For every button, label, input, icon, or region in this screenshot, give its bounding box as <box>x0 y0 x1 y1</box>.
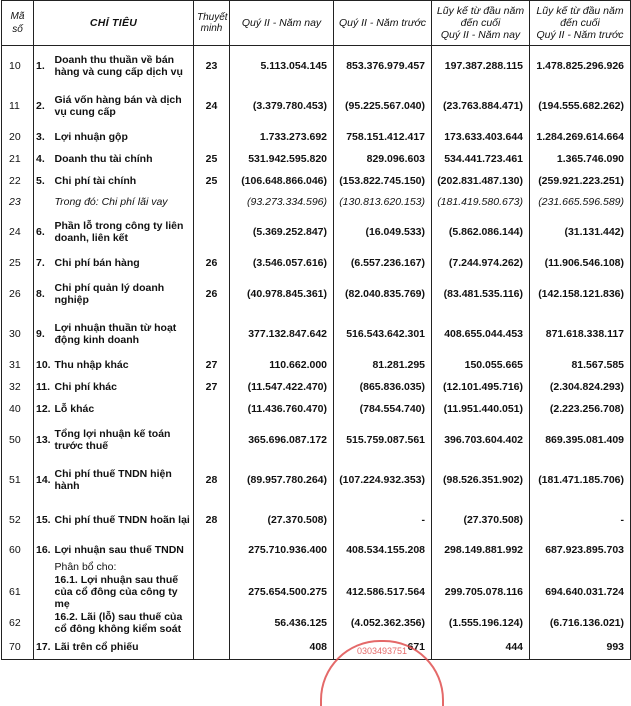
row-number: 2. <box>34 86 52 126</box>
row-label: Doanh thu tài chính <box>52 148 194 170</box>
row-note: 24 <box>194 86 230 126</box>
row-q2-last-year: 412.586.517.564 <box>334 574 432 610</box>
row-ytd-last-year <box>530 560 631 574</box>
row-label: Lỗ khác <box>52 398 194 420</box>
row-ytd-this-year: (83.481.535.116) <box>432 274 530 314</box>
row-label: Chi phí thuế TNDN hoãn lại <box>52 500 194 540</box>
table-row <box>2 126 631 148</box>
row-number: 1. <box>34 46 52 86</box>
row-ytd-this-year: 396.703.604.402 <box>432 420 530 460</box>
row-ytd-this-year: 299.705.078.116 <box>432 574 530 610</box>
row-q2-last-year: (82.040.835.769) <box>334 274 432 314</box>
row-q2-this-year: 110.662.000 <box>230 354 334 376</box>
row-label: Phần lỗ trong công ty liên doanh, liên kết <box>52 212 194 252</box>
row-note <box>194 126 230 148</box>
row-q2-this-year: 1.733.273.692 <box>230 126 334 148</box>
row-number: 3. <box>34 126 52 148</box>
row-q2-this-year: 56.436.125 <box>230 610 334 636</box>
row-q2-this-year: (27.370.508) <box>230 500 334 540</box>
row-ytd-this-year: (11.951.440.051) <box>432 398 530 420</box>
header-ma-so: Mã số <box>2 1 34 46</box>
row-code: 11 <box>2 86 34 126</box>
row-number: 5. <box>34 170 52 192</box>
row-ytd-this-year: 534.441.723.461 <box>432 148 530 170</box>
row-number <box>34 610 52 636</box>
row-ytd-this-year: (5.862.086.144) <box>432 212 530 252</box>
row-label: Chi phí bán hàng <box>52 252 194 274</box>
table-row <box>2 460 631 500</box>
row-code: 20 <box>2 126 34 148</box>
row-note: 27 <box>194 354 230 376</box>
row-note <box>194 636 230 660</box>
table-row <box>2 398 631 420</box>
header-lk-truoc-line3: Quý II - Năm trước <box>536 29 624 41</box>
row-label: Chi phí tài chính <box>52 170 194 192</box>
row-ytd-last-year: (6.716.136.021) <box>530 610 631 636</box>
row-q2-last-year: 758.151.412.417 <box>334 126 432 148</box>
row-number: 12. <box>34 398 52 420</box>
table-row <box>2 540 631 560</box>
table-row <box>2 500 631 540</box>
row-q2-this-year: (93.273.334.596) <box>230 192 334 212</box>
row-ytd-this-year: (181.419.580.673) <box>432 192 530 212</box>
row-q2-this-year: 531.942.595.820 <box>230 148 334 170</box>
row-code: 62 <box>2 610 34 636</box>
row-note: 26 <box>194 274 230 314</box>
table-row <box>2 610 631 636</box>
row-q2-this-year: 275.654.500.275 <box>230 574 334 610</box>
row-number: 7. <box>34 252 52 274</box>
row-label: Lợi nhuận sau thuế TNDN <box>52 540 194 560</box>
row-note: 28 <box>194 500 230 540</box>
row-q2-last-year: (16.049.533) <box>334 212 432 252</box>
header-lk-truoc-line1: Lũy kế từ đầu năm <box>536 5 624 17</box>
row-number <box>34 192 52 212</box>
row-ytd-this-year: 444 <box>432 636 530 660</box>
row-q2-last-year: (784.554.740) <box>334 398 432 420</box>
row-code: 21 <box>2 148 34 170</box>
row-note: 25 <box>194 170 230 192</box>
table-row <box>2 274 631 314</box>
row-note: 28 <box>194 460 230 500</box>
row-number: 10. <box>34 354 52 376</box>
row-q2-this-year: (40.978.845.361) <box>230 274 334 314</box>
row-code: 70 <box>2 636 34 660</box>
row-ytd-last-year: (259.921.223.251) <box>530 170 631 192</box>
row-number <box>34 560 52 574</box>
row-number: 6. <box>34 212 52 252</box>
table-row <box>2 636 631 660</box>
row-note <box>194 314 230 354</box>
row-number: 13. <box>34 420 52 460</box>
table-row <box>2 148 631 170</box>
income-statement-table <box>1 0 631 660</box>
row-q2-this-year: (11.547.422.470) <box>230 376 334 398</box>
row-ytd-last-year: 1.478.825.296.926 <box>530 46 631 86</box>
row-q2-last-year: 81.281.295 <box>334 354 432 376</box>
row-ytd-last-year: (142.158.121.836) <box>530 274 631 314</box>
row-q2-last-year: (6.557.236.167) <box>334 252 432 274</box>
header-q2-truoc: Quý II - Năm trước <box>334 1 432 46</box>
row-code: 22 <box>2 170 34 192</box>
row-q2-last-year: (107.224.932.353) <box>334 460 432 500</box>
row-q2-this-year: (3.379.780.453) <box>230 86 334 126</box>
row-label: Chi phí thuế TNDN hiện hành <box>52 460 194 500</box>
table-row <box>2 192 631 212</box>
row-code: 32 <box>2 376 34 398</box>
row-code: 23 <box>2 192 34 212</box>
row-note <box>194 574 230 610</box>
row-q2-this-year: (11.436.760.470) <box>230 398 334 420</box>
header-lk-truoc <box>530 1 631 46</box>
row-ytd-last-year: 871.618.338.117 <box>530 314 631 354</box>
row-q2-last-year: - <box>334 500 432 540</box>
row-ytd-this-year: 298.149.881.992 <box>432 540 530 560</box>
row-label: Chi phí khác <box>52 376 194 398</box>
row-number: 9. <box>34 314 52 354</box>
row-label: Chi phí quản lý doanh nghiệp <box>52 274 194 314</box>
row-code: 52 <box>2 500 34 540</box>
header-row <box>2 1 631 46</box>
row-note <box>194 398 230 420</box>
row-number: 14. <box>34 460 52 500</box>
row-note: 27 <box>194 376 230 398</box>
table-row <box>2 560 631 574</box>
row-ytd-this-year: (98.526.351.902) <box>432 460 530 500</box>
table-row <box>2 170 631 192</box>
row-code: 25 <box>2 252 34 274</box>
row-q2-this-year: 5.113.054.145 <box>230 46 334 86</box>
row-q2-last-year <box>334 560 432 574</box>
header-thuyet-minh: Thuyết minh <box>194 1 230 46</box>
row-code: 26 <box>2 274 34 314</box>
row-code <box>2 560 34 574</box>
row-ytd-last-year: 869.395.081.409 <box>530 420 631 460</box>
row-code: 51 <box>2 460 34 500</box>
row-q2-last-year: 516.543.642.301 <box>334 314 432 354</box>
row-q2-last-year: (4.052.362.356) <box>334 610 432 636</box>
row-code: 50 <box>2 420 34 460</box>
row-ytd-last-year: 1.365.746.090 <box>530 148 631 170</box>
row-q2-this-year <box>230 560 334 574</box>
row-number: 16. <box>34 540 52 560</box>
table-row <box>2 354 631 376</box>
row-q2-this-year: (89.957.780.264) <box>230 460 334 500</box>
row-note: 25 <box>194 148 230 170</box>
row-label: Phân bổ cho: <box>52 560 194 574</box>
row-ytd-this-year: (23.763.884.471) <box>432 86 530 126</box>
row-label: Lãi trên cổ phiếu <box>52 636 194 660</box>
row-q2-last-year: 408.534.155.208 <box>334 540 432 560</box>
row-ytd-last-year: (181.471.185.706) <box>530 460 631 500</box>
row-ytd-last-year: 1.284.269.614.664 <box>530 126 631 148</box>
row-ytd-last-year: (31.131.442) <box>530 212 631 252</box>
row-ytd-last-year: (11.906.546.108) <box>530 252 631 274</box>
header-chi-tieu: CHỈ TIÊU <box>34 1 194 46</box>
row-q2-this-year: (5.369.252.847) <box>230 212 334 252</box>
row-ytd-last-year: 993 <box>530 636 631 660</box>
row-q2-last-year: 515.759.087.561 <box>334 420 432 460</box>
row-q2-this-year: (106.648.866.046) <box>230 170 334 192</box>
table-row <box>2 574 631 610</box>
row-ytd-this-year: (202.831.487.130) <box>432 170 530 192</box>
row-label: Doanh thu thuần về bán hàng và cung cấp dịch vụ <box>52 46 194 86</box>
row-ytd-this-year: (7.244.974.262) <box>432 252 530 274</box>
row-number: 11. <box>34 376 52 398</box>
row-ytd-this-year: 150.055.665 <box>432 354 530 376</box>
header-lk-nay <box>432 1 530 46</box>
row-code: 24 <box>2 212 34 252</box>
header-lk-nay-line3: Quý II - Năm nay <box>440 29 521 41</box>
company-stamp: 0303493751 <box>320 640 444 706</box>
row-note <box>194 212 230 252</box>
row-ytd-last-year: 81.567.585 <box>530 354 631 376</box>
row-label: Tổng lợi nhuận kế toán trước thuế <box>52 420 194 460</box>
table-row <box>2 314 631 354</box>
row-label: Trong đó: Chi phí lãi vay <box>52 192 194 212</box>
row-q2-last-year: (153.822.745.150) <box>334 170 432 192</box>
row-ytd-last-year: (194.555.682.262) <box>530 86 631 126</box>
row-q2-this-year: 377.132.847.642 <box>230 314 334 354</box>
row-ytd-last-year: - <box>530 500 631 540</box>
row-q2-last-year: (95.225.567.040) <box>334 86 432 126</box>
row-number: 8. <box>34 274 52 314</box>
row-label: Giá vốn hàng bán và dịch vụ cung cấp <box>52 86 194 126</box>
row-label: 16.1. Lợi nhuận sau thuế của cổ đông của công ty mẹ <box>52 574 194 610</box>
row-number <box>34 574 52 610</box>
row-code: 40 <box>2 398 34 420</box>
row-code: 30 <box>2 314 34 354</box>
row-q2-last-year: (130.813.620.153) <box>334 192 432 212</box>
row-number: 4. <box>34 148 52 170</box>
row-q2-last-year: 671 <box>334 636 432 660</box>
row-ytd-this-year: (1.555.196.124) <box>432 610 530 636</box>
row-note <box>194 540 230 560</box>
row-q2-this-year: 365.696.087.172 <box>230 420 334 460</box>
row-ytd-this-year: 173.633.403.644 <box>432 126 530 148</box>
table-row <box>2 86 631 126</box>
header-lk-truoc-line2: đến cuối <box>560 17 600 29</box>
table-row <box>2 376 631 398</box>
table-row <box>2 420 631 460</box>
row-note: 23 <box>194 46 230 86</box>
row-ytd-last-year: (231.665.596.589) <box>530 192 631 212</box>
row-q2-last-year: 853.376.979.457 <box>334 46 432 86</box>
row-ytd-last-year: (2.223.256.708) <box>530 398 631 420</box>
row-ytd-last-year: 687.923.895.703 <box>530 540 631 560</box>
row-q2-last-year: 829.096.603 <box>334 148 432 170</box>
row-note <box>194 420 230 460</box>
row-code: 61 <box>2 574 34 610</box>
row-number: 17. <box>34 636 52 660</box>
row-q2-this-year: 275.710.936.400 <box>230 540 334 560</box>
row-label: Lợi nhuận gộp <box>52 126 194 148</box>
header-lk-nay-line2: đến cuối <box>460 17 501 29</box>
table-row <box>2 212 631 252</box>
row-ytd-this-year: 408.655.044.453 <box>432 314 530 354</box>
table-row <box>2 252 631 274</box>
row-ytd-this-year <box>432 560 530 574</box>
row-q2-last-year: (865.836.035) <box>334 376 432 398</box>
row-ytd-last-year: (2.304.824.293) <box>530 376 631 398</box>
row-code: 31 <box>2 354 34 376</box>
row-note <box>194 610 230 636</box>
row-number: 15. <box>34 500 52 540</box>
row-ytd-this-year: (12.101.495.716) <box>432 376 530 398</box>
row-label: Thu nhập khác <box>52 354 194 376</box>
row-label: Lợi nhuận thuần từ hoạt động kinh doanh <box>52 314 194 354</box>
row-q2-this-year: (3.546.057.616) <box>230 252 334 274</box>
row-note <box>194 560 230 574</box>
row-ytd-this-year: (27.370.508) <box>432 500 530 540</box>
row-note <box>194 192 230 212</box>
row-code: 10 <box>2 46 34 86</box>
header-q2-nay: Quý II - Năm nay <box>230 1 334 46</box>
row-label: 16.2. Lãi (lỗ) sau thuế của cổ đông không kiểm soát <box>52 610 194 636</box>
row-code: 60 <box>2 540 34 560</box>
row-ytd-this-year: 197.387.288.115 <box>432 46 530 86</box>
row-ytd-last-year: 694.640.031.724 <box>530 574 631 610</box>
header-lk-nay-line1: Lũy kế từ đầu năm <box>436 5 525 17</box>
row-q2-this-year: 408 <box>230 636 334 660</box>
row-note: 26 <box>194 252 230 274</box>
table-row <box>2 46 631 86</box>
